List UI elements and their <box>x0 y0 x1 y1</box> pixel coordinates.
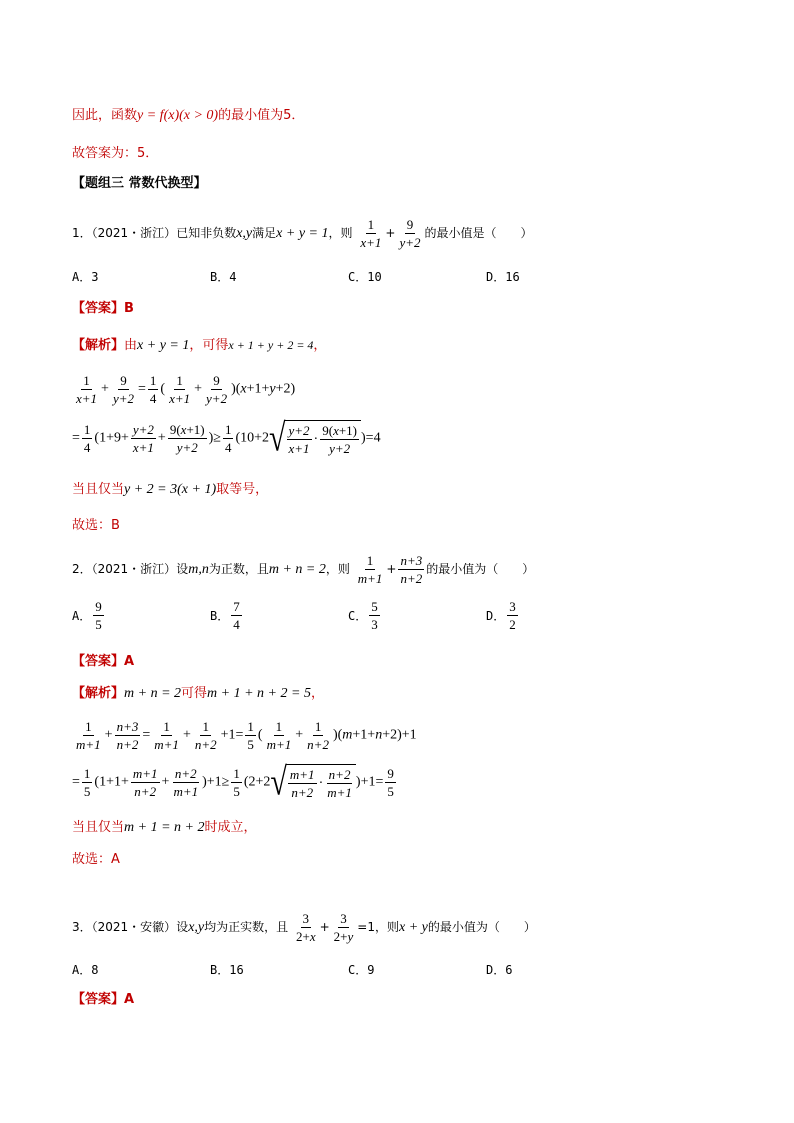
problem-2-choose: 故选：A <box>72 852 120 867</box>
answer-intro: 故答案为：5． <box>72 146 159 161</box>
option-b[interactable]: B．4 <box>210 270 237 284</box>
stem-text: ，则 <box>328 226 353 240</box>
section-title: 【题组三 常数代换型】 <box>72 176 207 191</box>
option-a[interactable]: A．8 <box>72 963 99 977</box>
problem-2-equality: 当且仅当m + 1 = n + 2时成立， <box>72 820 257 835</box>
problem-2-derivation-line-1: $\frac{1}{m+1}$ + $\frac{n+3}{n+2}$ = $\frac{1}{m+1}$ + $\frac{1}{n+2}$ +1= $\frac{1}{5}$ ( $\frac{1}{m+1}$ + $\frac{1}{n+2}$ )(m+1+n+2)+1 <box>76 719 417 752</box>
option-c[interactable]: C．9 <box>348 963 375 977</box>
problem-2-stem: 2．（2021・浙江）设m,n为正数，且m + n = 2，则 $\frac{1}{m+1}$ + $\frac{n+3}{n+2}$ 的最小值为（ ） <box>72 553 535 586</box>
problem-2-derivation-line-2: = $\frac{1}{5}$ (1+1+ $\frac{m+1}{n+2}$ + $\frac{n+2}{m+1}$ )+1≥ $\frac{1}{5}$ (2+2 √ $\frac{m+1}{n+2}$ · $\frac{n+2}{m+1}$ )+1= $\frac{9}{5}$ <box>72 760 394 804</box>
conclusion-suffix: 的最小值为5． <box>218 108 305 123</box>
stem-text: 的最小值是（ ） <box>424 226 533 240</box>
problem-1-derivation-line-2: = $\frac{1}{4}$ (1+9+ $\frac{y+2}{x+1}$ + $\frac{9(x+1)}{y+2}$ )≥ $\frac{1}{4}$ (10+2 √ $\frac{y+2}{x+1}$ · $\frac{9(x+1)}{y+2}$ )=4 <box>72 416 381 460</box>
problem-number: 1． <box>72 226 92 240</box>
problem-1-derivation-line-1: $\frac{1}{x+1}$ + $\frac{9}{y+2}$ = $\frac{1}{4}$ ( $\frac{1}{x+1}$ + $\frac{9}{y+2}$ )(x+1+y+2) <box>76 373 296 406</box>
variables: x,y <box>236 226 253 241</box>
problem-source: （2021・浙江） <box>91 226 177 240</box>
problem-1-equality: 当且仅当y + 2 = 3(x + 1)取等号， <box>72 482 269 497</box>
problem-2-answer: 【答案】A <box>72 654 135 669</box>
stem-text: 已知非负数 <box>176 226 237 240</box>
stem-text: 满足 <box>252 226 277 240</box>
option-d[interactable]: D．6 <box>486 963 513 977</box>
option-b[interactable]: B． $\frac{7}{4}$ <box>210 599 240 632</box>
option-d[interactable]: D． $\frac{3}{2}$ <box>486 599 516 632</box>
option-c[interactable]: C．10 <box>348 270 382 284</box>
problem-1-stem: 1．（2021・浙江）已知非负数x,y满足x + y = 1，则 $\frac{1}{x+1}$ + $\frac{9}{y+2}$ 的最小值是（ ） <box>72 217 533 250</box>
problem-1-answer: 【答案】B <box>72 301 134 316</box>
problem-2-analysis: 【解析】m + n = 2可得m + 1 + n + 2 = 5， <box>72 686 324 701</box>
option-d[interactable]: D．16 <box>486 270 520 284</box>
problem-1-analysis: 【解析】由x + y = 1，可得x + 1 + y + 2 = 4， <box>72 338 327 353</box>
option-a[interactable]: A． $\frac{9}{5}$ <box>72 599 102 632</box>
problem-3-stem: 3．（2021・安徽）设x,y均为正实数，且 $\frac{3}{2+x}$ + $\frac{3}{2+y}$ =1，则x + y的最小值为（ ） <box>72 911 536 944</box>
conclusion-line <box>72 106 304 126</box>
problem-1-choose: 故选：B <box>72 518 120 533</box>
problem-3-answer: 【答案】A <box>72 992 135 1007</box>
fraction: $\frac{1}{x+1}$ <box>360 217 382 250</box>
option-a[interactable]: A．3 <box>72 270 99 284</box>
condition: x + y = 1 <box>276 226 329 241</box>
fraction: $\frac{9}{y+2}$ <box>399 217 421 250</box>
option-c[interactable]: C． $\frac{5}{3}$ <box>348 599 378 632</box>
option-b[interactable]: B．16 <box>210 963 244 977</box>
conclusion-prefix: 因此，函数 <box>72 108 138 123</box>
conclusion-function: y = f(x)(x > 0) <box>137 108 219 123</box>
